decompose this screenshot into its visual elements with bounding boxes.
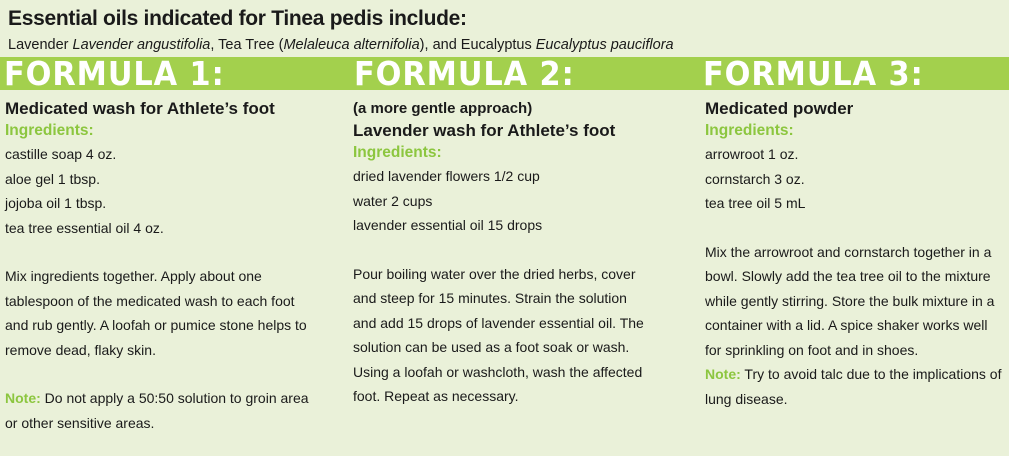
formula-1-column [5, 98, 325, 435]
directions: Mix ingredients together. Apply about one tablespoon of the medicated wash to each foot and rub gently. A loofah or pumice stone helps to remove dead, flaky skin. [5, 268, 307, 358]
formula-heading: Medicated powder [705, 99, 854, 118]
formula-2-title: FORMULA 2: [354, 54, 575, 93]
oil-latin-name: Lavender angustifolia [72, 37, 211, 53]
note-label: Note: [705, 366, 741, 382]
oil-name: Lavender [8, 37, 69, 53]
ingredient-item: cornstarch 3 oz. [705, 170, 805, 187]
note [705, 362, 1003, 411]
ingredient-item: tea tree oil 5 mL [705, 195, 806, 211]
ingredient-item: arrowroot 1 oz. [705, 146, 799, 162]
formula-subheading: (a more gentle approach) [353, 100, 533, 117]
ingredient-item: castille soap 4 oz. [5, 146, 117, 162]
intro-header [8, 6, 1001, 54]
separator: , [210, 37, 219, 53]
ingredients-label: Ingredients: [5, 122, 94, 139]
oil-latin-name: Melaleuca alternifolia [283, 37, 420, 53]
ingredient-item: water 2 cups [353, 192, 433, 209]
formula-3-column [705, 98, 1005, 411]
ingredients-label: Ingredients: [705, 122, 794, 139]
oils-list [8, 36, 1001, 54]
ingredient-item: dried lavender flowers 1/2 cup [353, 168, 540, 184]
formula-1-title: FORMULA 1: [4, 54, 225, 93]
ingredients-label: Ingredients: [353, 144, 442, 161]
separator: , and [424, 37, 461, 53]
ingredient-item: jojoba oil 1 tbsp. [5, 195, 107, 211]
directions: Mix the arrowroot and cornstarch together in a bowl. Slowly add the tea tree oil to the mixture while gently stirring. Store the bulk mixture in a container with a lid. A spice shaker works well for sprinkling on foot and in shoes. [705, 243, 995, 358]
oil-name: Eucalyptus [460, 37, 532, 53]
directions: Pour boiling water over the dried herbs, cover and steep for 15 minutes. Strain the solution and add 15 drops of lavender essential oil. The solution can be used as a foot soak or wash. Using a loofah or washcloth, wash the affected foot. Repeat as necessary. [353, 265, 644, 404]
formula-3-title: FORMULA 3: [703, 54, 924, 93]
formula-heading: Lavender wash for Athlete’s foot [353, 121, 616, 140]
ingredient-item: lavender essential oil 15 drops [353, 217, 543, 233]
paren: ( [278, 37, 284, 53]
note-text: Try to avoid talc due to the implications of lung disease. [705, 366, 1002, 407]
oil-latin-name: Eucalyptus pauciflora [535, 37, 674, 53]
ingredient-item: aloe gel 1 tbsp. [5, 170, 100, 187]
oil-name: Tea Tree [218, 37, 275, 53]
note-text: Do not apply a 50:50 solution to groin area or other sensitive areas. [5, 390, 309, 431]
formula-heading: Medicated wash for Athlete’s foot [5, 99, 275, 118]
note [5, 386, 317, 435]
paren: ) [419, 37, 425, 53]
page-title: Essential oils indicated for Tinea pedis include: [8, 7, 467, 30]
ingredient-item: tea tree essential oil 4 oz. [5, 219, 164, 236]
note-label: Note: [5, 390, 41, 406]
formula-2-column [353, 98, 673, 409]
